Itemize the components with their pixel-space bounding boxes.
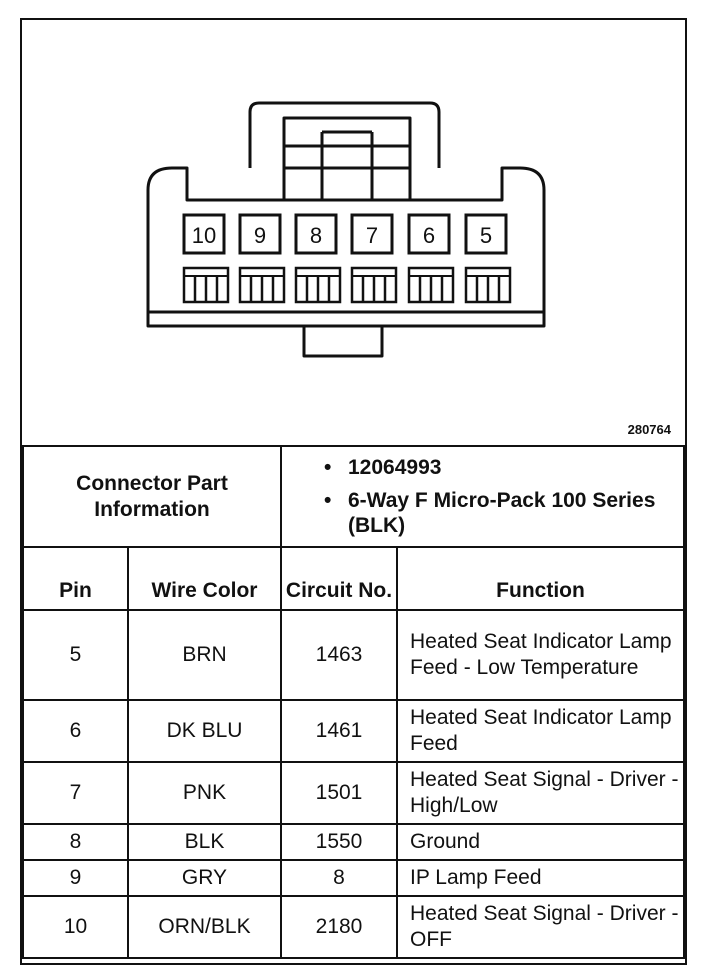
cavity-label: 7	[365, 223, 379, 248]
cavity-label: 5	[479, 223, 493, 248]
function-cell: IP Lamp Feed	[397, 860, 684, 896]
latch-inner	[284, 118, 410, 168]
connector-face-drawing	[22, 20, 685, 445]
table-row	[23, 610, 684, 700]
pin-cell: 9	[23, 860, 128, 896]
table-row	[23, 762, 684, 824]
pin-cell: 7	[23, 762, 128, 824]
connector-part-number: • 12064993	[324, 455, 683, 480]
header-wire-color: Wire Color	[128, 547, 281, 610]
table-row	[23, 824, 684, 860]
figure-id: 280764	[627, 422, 671, 437]
connector-info-values	[281, 446, 684, 547]
wire-color-cell: BRN	[128, 610, 281, 700]
circuit-cell: 1550	[281, 824, 397, 860]
circuit-cell: 2180	[281, 896, 397, 958]
circuit-cell: 1463	[281, 610, 397, 700]
cavity-label: 6	[422, 223, 436, 248]
function-cell: Heated Seat Signal - Driver - OFF	[397, 896, 684, 958]
header-pin: Pin	[23, 547, 128, 610]
pin-cell: 5	[23, 610, 128, 700]
header-function: Function	[397, 547, 684, 610]
cavity-7	[352, 215, 396, 302]
pin-cell: 10	[23, 896, 128, 958]
table-row	[23, 700, 684, 762]
pin-cell: 8	[23, 824, 128, 860]
function-cell: Heated Seat Signal - Driver - High/Low	[397, 762, 684, 824]
connector-diagram	[22, 20, 685, 445]
cavity-label: 10	[191, 223, 217, 248]
wire-color-cell: ORN/BLK	[128, 896, 281, 958]
pin-cell: 6	[23, 700, 128, 762]
connector-type: • 6-Way F Micro-Pack 100 Series (BLK)	[324, 488, 683, 538]
circuit-cell: 1461	[281, 700, 397, 762]
connector-info-row	[23, 446, 684, 547]
cavity-6	[409, 215, 453, 302]
wire-color-cell: DK BLU	[128, 700, 281, 762]
header-circuit: Circuit No.	[281, 547, 397, 610]
cavity-label: 8	[309, 223, 323, 248]
table-header-row	[23, 547, 684, 610]
cavity-9	[240, 215, 284, 302]
wire-color-cell: BLK	[128, 824, 281, 860]
wire-color-cell: PNK	[128, 762, 281, 824]
table-row	[23, 896, 684, 958]
connector-key	[304, 326, 382, 356]
connector-info-label: Connector Part Information	[23, 446, 281, 547]
pinout-rows	[23, 610, 684, 958]
table-row	[23, 860, 684, 896]
cavity-10	[184, 215, 228, 302]
circuit-cell: 1501	[281, 762, 397, 824]
connector-document	[20, 18, 687, 965]
circuit-cell: 8	[281, 860, 397, 896]
cavity-5	[466, 215, 510, 302]
cavity-label: 9	[253, 223, 267, 248]
function-cell: Ground	[397, 824, 684, 860]
pinout-table	[22, 445, 685, 959]
wire-color-cell: GRY	[128, 860, 281, 896]
function-cell: Heated Seat Indicator Lamp Feed - Low Temperature	[397, 610, 684, 700]
cavity-8	[296, 215, 340, 302]
function-cell: Heated Seat Indicator Lamp Feed	[397, 700, 684, 762]
